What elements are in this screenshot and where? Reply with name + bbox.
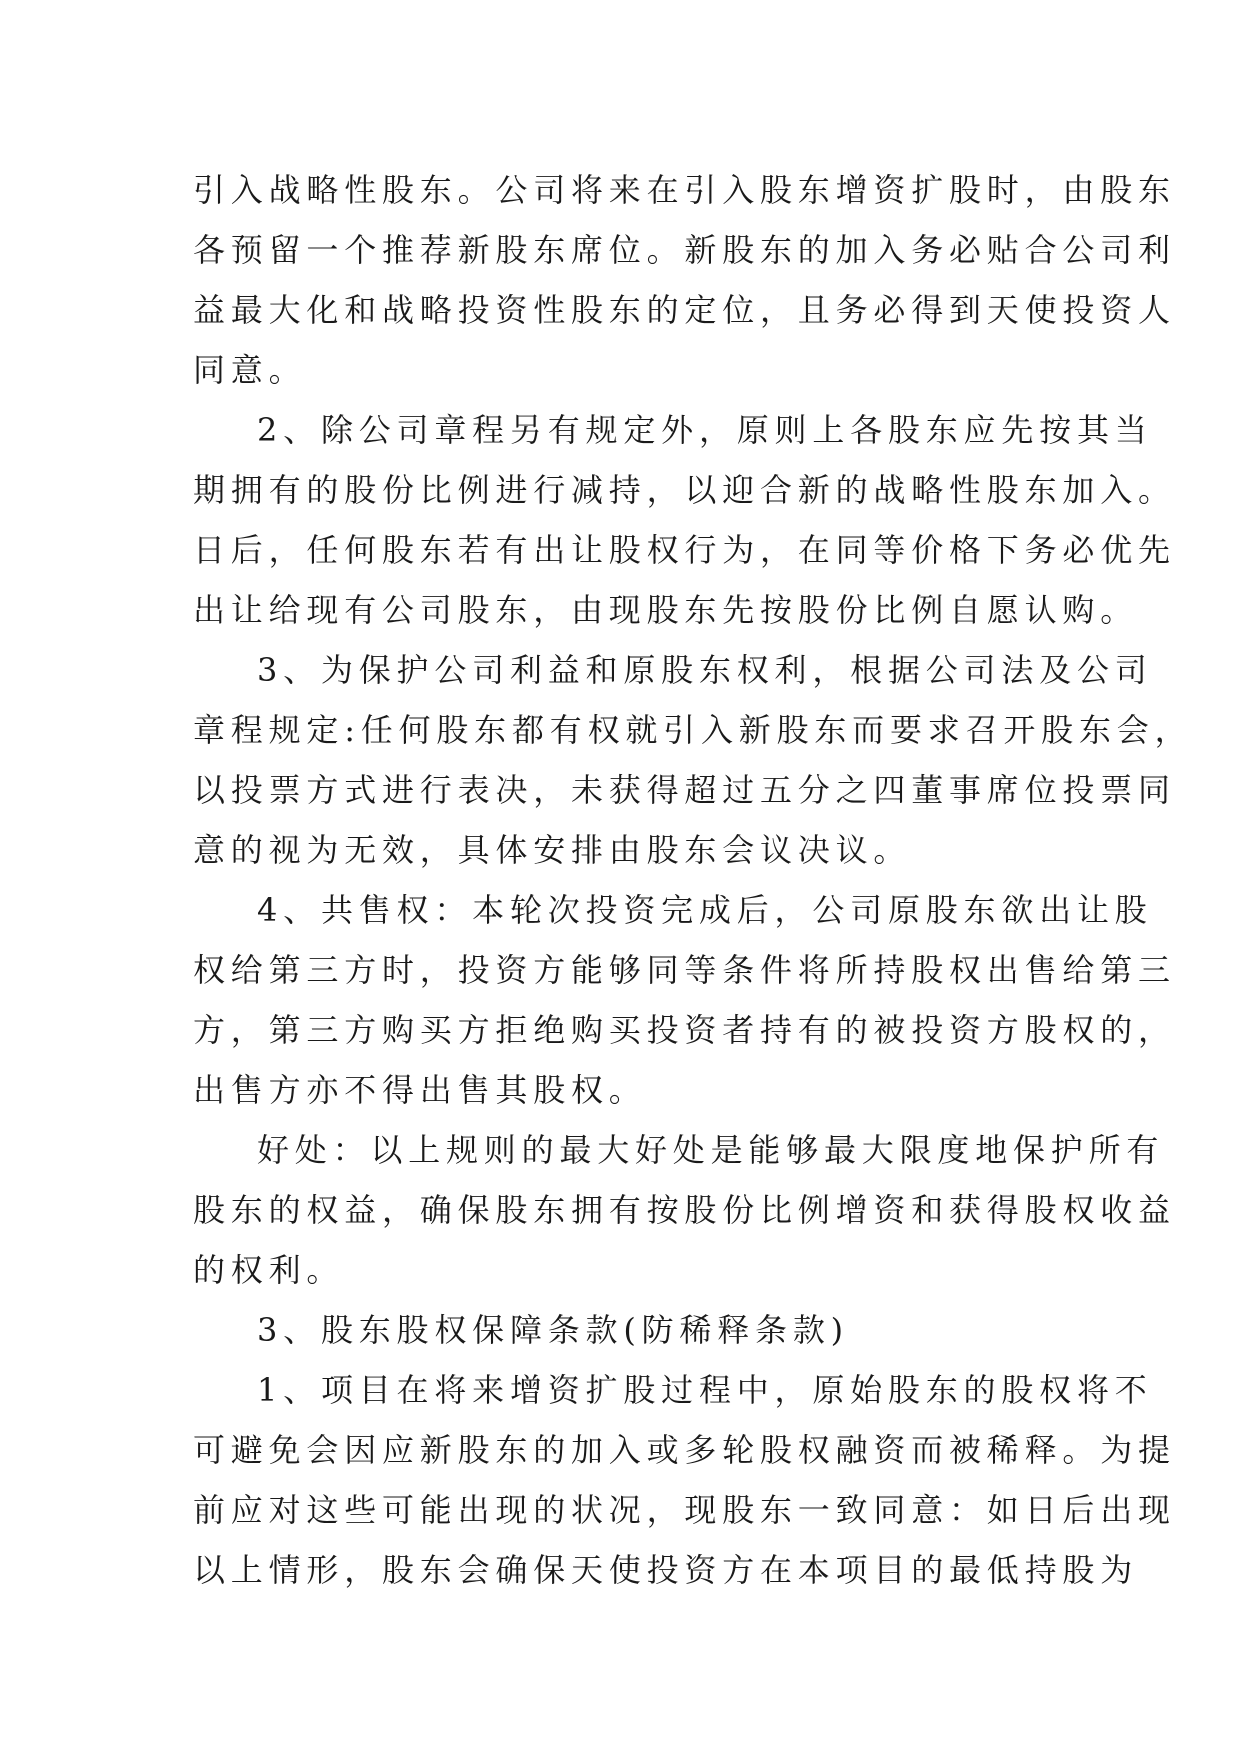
text-line: 前应对这些可能出现的状况，现股东一致同意：如日后出现 [193, 1491, 1176, 1529]
text-line: 引入战略性股东。公司将来在引入股东增资扩股时，由股东 [193, 171, 1176, 209]
text-line: 意的视为无效，具体安排由股东会议决议。 [193, 831, 912, 869]
text-line: 出售方亦不得出售其股权。 [193, 1071, 647, 1109]
text-line: 权给第三方时，投资方能够同等条件将所持股权出售给第三 [193, 951, 1176, 989]
paragraph-start-line: 4、共售权：本轮次投资完成后，公司原股东欲出让股 [257, 891, 1153, 929]
text-line: 益最大化和战略投资性股东的定位，且务必得到天使投资人 [193, 291, 1176, 329]
text-line: 方，第三方购买方拒绝购买投资者持有的被投资方股权的， [193, 1011, 1176, 1049]
text-line: 出让给现有公司股东，由现股东先按股份比例自愿认购。 [193, 591, 1139, 629]
paragraph-start-line: 1、项目在将来增资扩股过程中，原始股东的股权将不 [257, 1371, 1153, 1409]
text-line: 可避免会因应新股东的加入或多轮股权融资而被稀释。为提 [193, 1431, 1176, 1469]
document-body [193, 160, 1193, 1600]
paragraph-start-line: 2、除公司章程另有规定外，原则上各股东应先按其当 [257, 411, 1153, 449]
text-line: 同意。 [193, 351, 307, 389]
text-line: 以投票方式进行表决，未获得超过五分之四董事席位投票同 [193, 771, 1176, 809]
paragraph-start-line: 3、为保护公司利益和原股东权利，根据公司法及公司 [257, 651, 1153, 689]
text-line: 的权利。 [193, 1251, 345, 1289]
paragraph-start-line: 好处：以上规则的最大好处是能够最大限度地保护所有 [257, 1131, 1165, 1169]
text-line: 日后，任何股东若有出让股权行为，在同等价格下务必优先 [193, 531, 1176, 569]
text-line: 期拥有的股份比例进行减持，以迎合新的战略性股东加入。 [193, 471, 1176, 509]
text-line: 以上情形，股东会确保天使投资方在本项目的最低持股为 [193, 1551, 1139, 1589]
section-heading: 3、股东股权保障条款(防稀释条款) [257, 1311, 849, 1349]
text-line: 各预留一个推荐新股东席位。新股东的加入务必贴合公司利 [193, 231, 1176, 269]
text-line: 股东的权益，确保股东拥有按股份比例增资和获得股权收益 [193, 1191, 1176, 1229]
text-line: 章程规定:任何股东都有权就引入新股东而要求召开股东会， [193, 711, 1193, 749]
